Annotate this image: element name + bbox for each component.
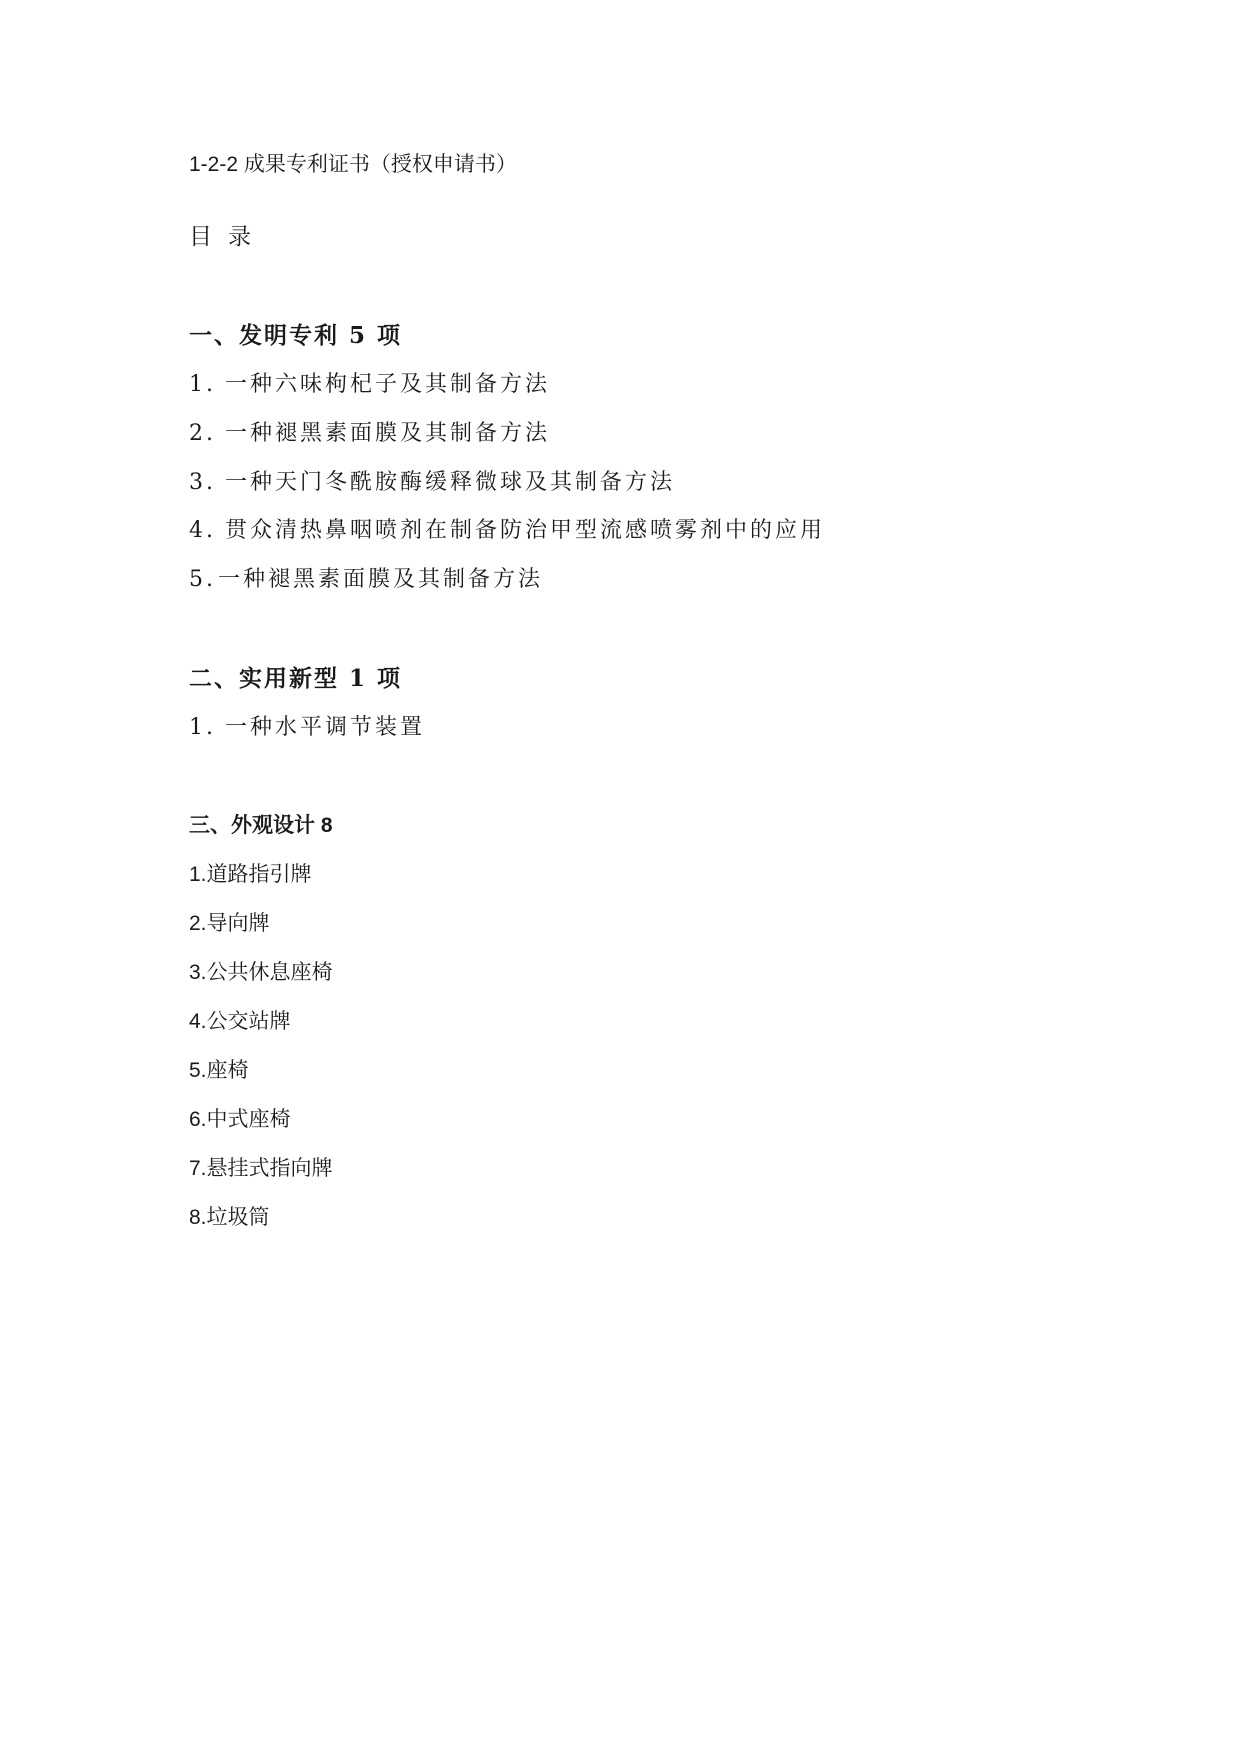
toc-title: 目录 (189, 224, 267, 250)
list-item (189, 423, 550, 445)
list-item (189, 913, 270, 934)
list-item (189, 864, 312, 885)
item-number: 7. (189, 1157, 207, 1180)
section-heading-invention: 一、发明专利 5 项 (189, 322, 403, 349)
item-number: 1. (189, 863, 207, 886)
list-item (189, 1158, 333, 1179)
item-number: 3. (189, 470, 216, 495)
item-text: 公共休息座椅 (206, 961, 333, 984)
item-number: 1. (189, 715, 216, 740)
item-text: 道路指引牌 (206, 863, 312, 886)
item-text: 公交站牌 (206, 1010, 291, 1033)
list-item (189, 472, 675, 494)
section-heading-design: 三、外观设计 8 (189, 814, 333, 837)
item-text: 导向牌 (206, 912, 270, 935)
list-item (189, 520, 825, 542)
list-item (189, 962, 333, 983)
item-number: 6. (189, 1108, 207, 1131)
item-number: 5. (189, 567, 216, 592)
list-item (189, 717, 425, 739)
item-text: 中式座椅 (206, 1108, 291, 1131)
item-number: 5. (189, 1059, 207, 1082)
document-title: 1-2-2 成果专利证书（授权申请书） (189, 153, 517, 176)
item-text: 一种天门冬酰胺酶缓释微球及其制备方法 (225, 470, 676, 495)
item-number: 4. (189, 1010, 207, 1033)
item-text: 座椅 (206, 1059, 249, 1082)
item-number: 1. (189, 372, 216, 397)
item-number: 8. (189, 1206, 207, 1229)
list-item (189, 1060, 249, 1081)
item-text: 一种褪黑素面膜及其制备方法 (225, 421, 551, 446)
item-text: 一种褪黑素面膜及其制备方法 (218, 567, 544, 592)
item-text: 垃圾筒 (206, 1206, 270, 1229)
item-text: 一种水平调节装置 (225, 715, 426, 740)
item-text: 一种六味枸杞子及其制备方法 (225, 372, 551, 397)
item-text: 悬挂式指向牌 (206, 1157, 333, 1180)
item-number: 2. (189, 421, 216, 446)
item-number: 3. (189, 961, 207, 984)
list-item (189, 374, 550, 396)
list-item (189, 1011, 291, 1032)
section-heading-utility-model: 二、实用新型 1 项 (189, 665, 403, 692)
item-number: 4. (189, 518, 216, 543)
list-item (189, 1109, 291, 1130)
list-item (189, 1207, 270, 1228)
list-item (189, 569, 543, 591)
item-number: 2. (189, 912, 207, 935)
item-text: 贯众清热鼻咽喷剂在制备防治甲型流感喷雾剂中的应用 (225, 518, 826, 543)
